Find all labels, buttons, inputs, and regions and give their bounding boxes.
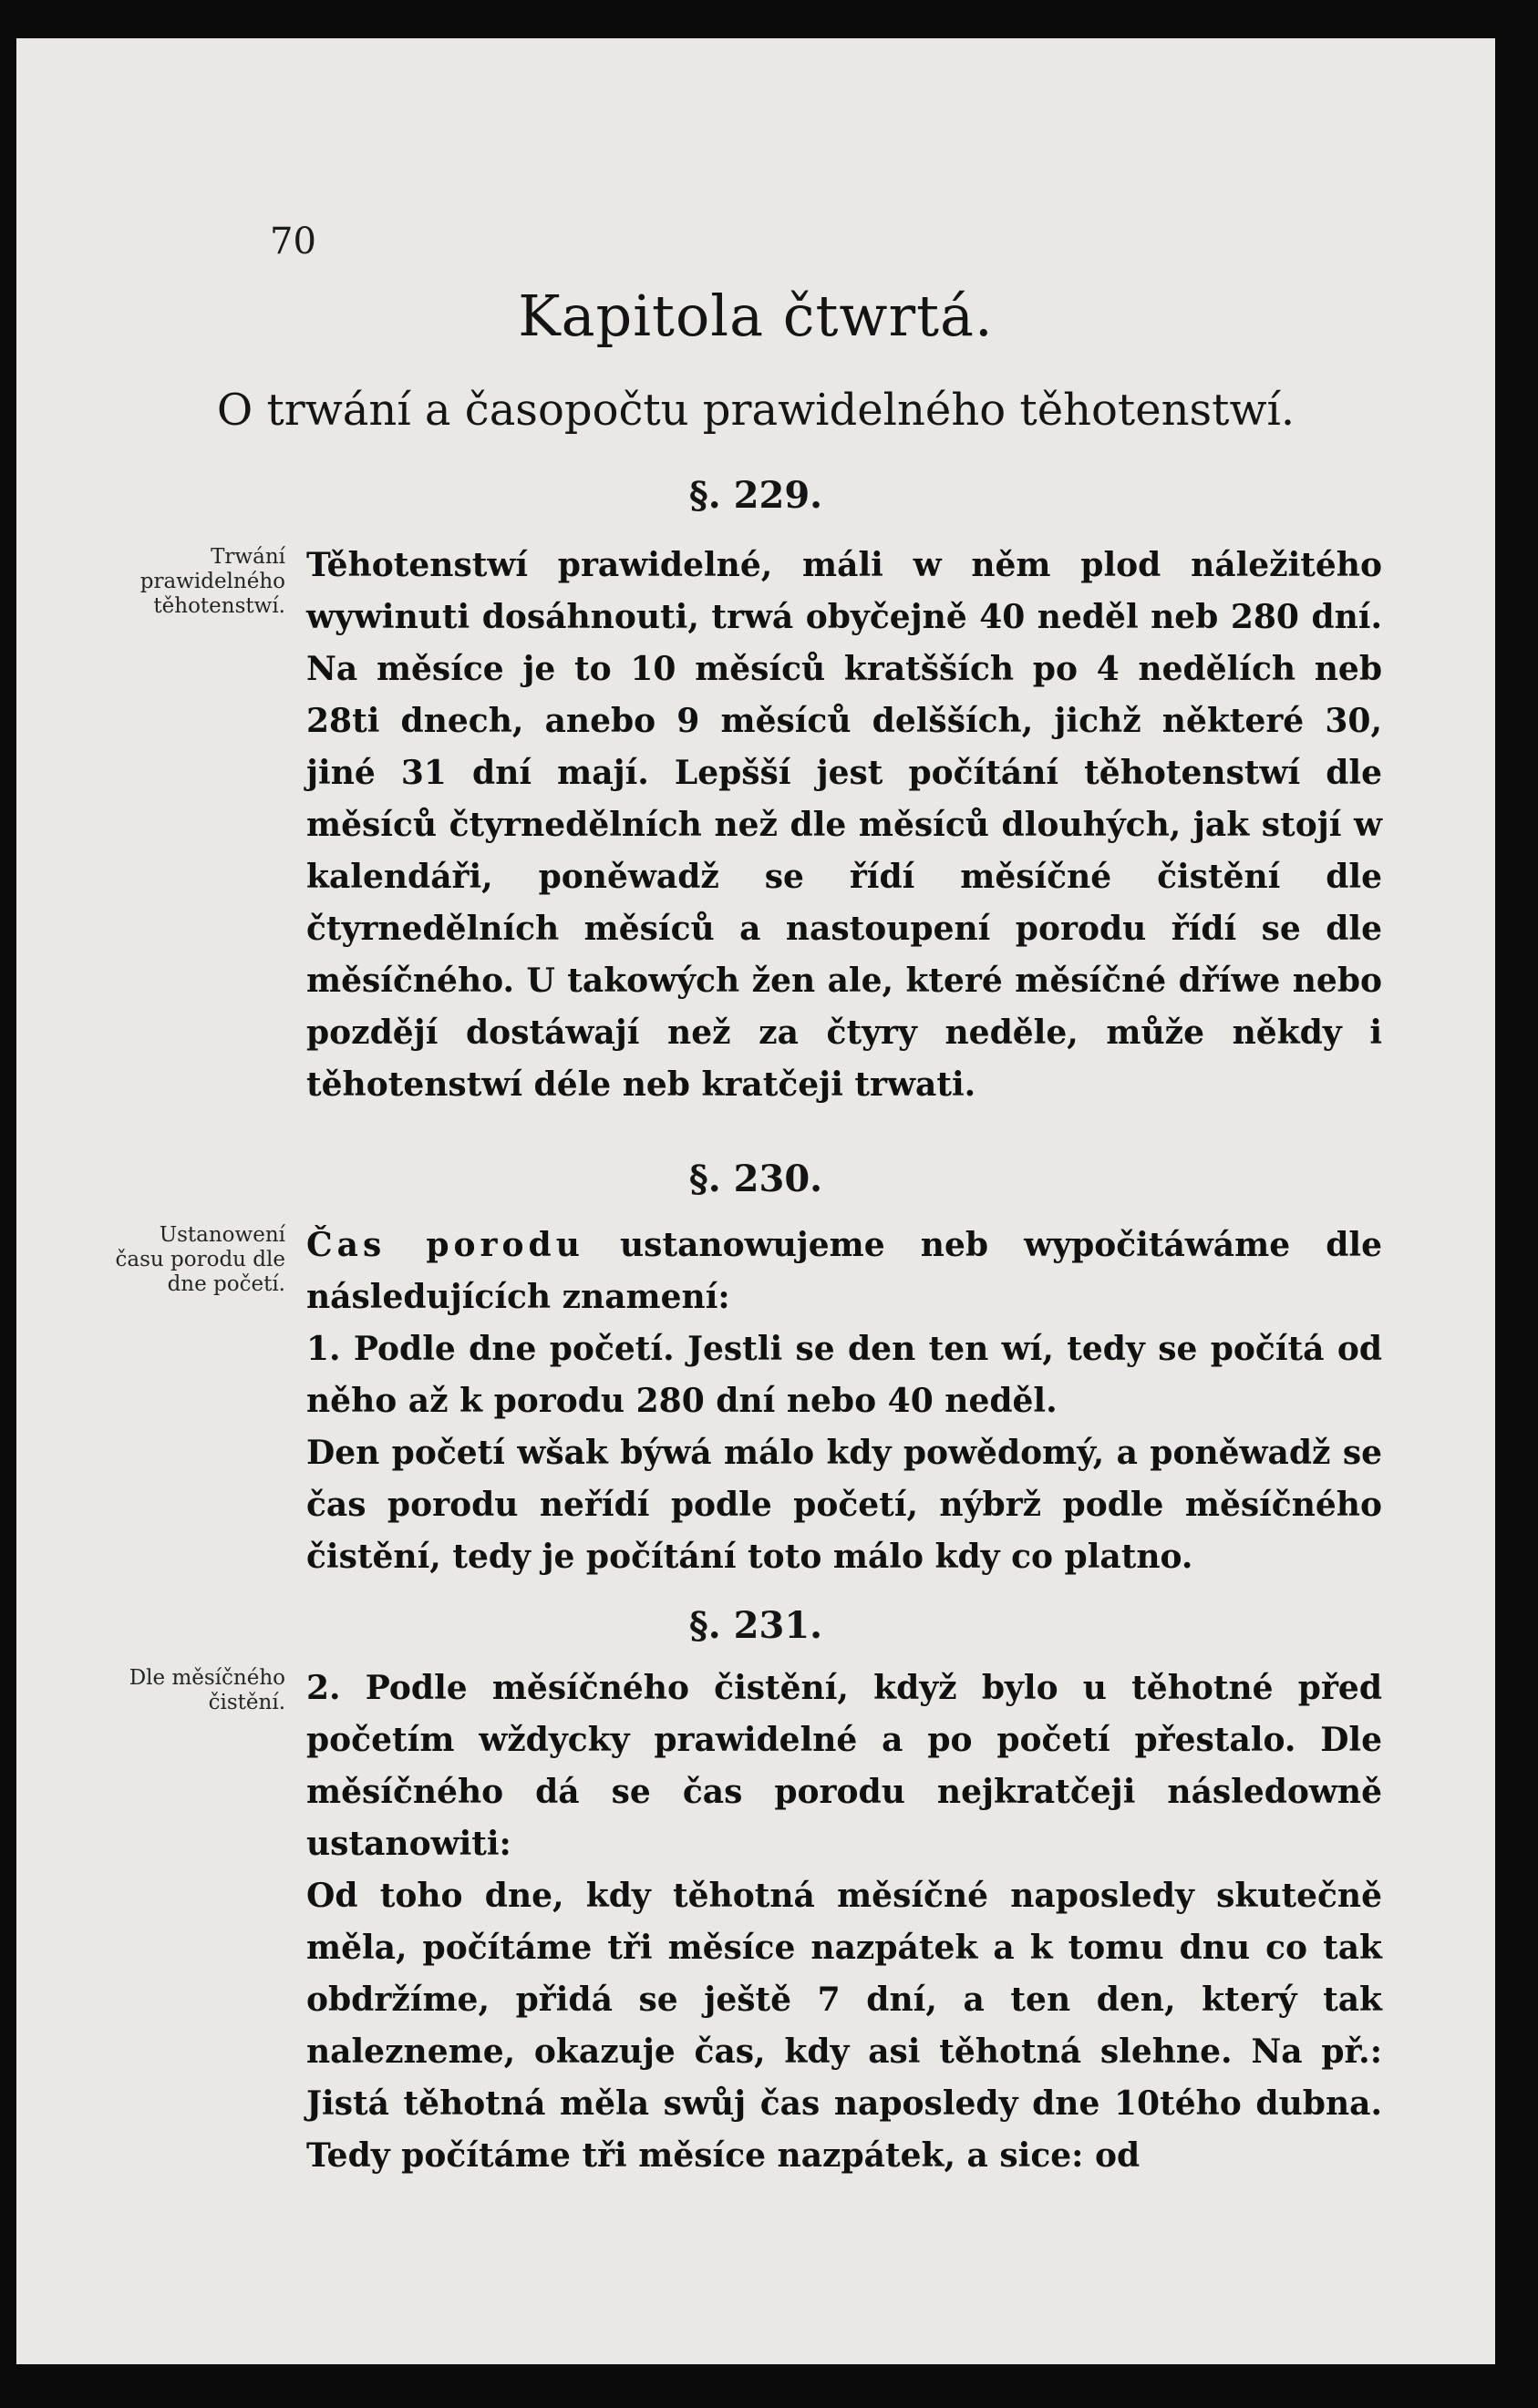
intro-text: ustanowujeme neb wypočitáwáme dle následujících znamení:: [306, 1226, 1382, 1316]
chapter-subtitle: O trwání a časopočtu prawidelného těhotenstwí.: [216, 385, 1295, 436]
margin-note-231: Dle měsíčného čistění.: [129, 1666, 285, 1714]
paragraph-231-item-2: 2. Podle měsíčného čistění, když bylo u těhotné před početím wždycky prawidelné a po početí přestalo. Dle měsíčného dá se čas porodu nejkratčeji následowně ustanowiti:: [306, 1669, 1382, 1863]
scan-edge: [1522, 0, 1538, 2408]
margin-note-230: Ustanowení času porodu dle dne početí.: [115, 1223, 285, 1296]
margin-note-229: Trwání prawidelného těhotenstwí.: [139, 545, 285, 618]
paragraph-230-intro: [306, 1219, 1382, 1323]
paragraph-230-item-1: 1. Podle dne početí. Jestli se den ten wí, tedy se počítá od něho až k porodu 280 dní nebo 40 neděl.: [306, 1330, 1382, 1420]
page-number: 70: [270, 221, 316, 262]
section-mark-230: §. 230.: [688, 1158, 823, 1200]
chapter-title: Kapitola čtwrtá.: [518, 283, 994, 349]
paragraph-229: Těhotenstwí prawidelné, máli w něm plod náležitého wywinuti dosáhnouti, trwá obyčejně 40 neděl neb 280 dní. Na měsíce je to 10 měsíců kratšších po 4 nedělích neb 28ti dnech, anebo 9 měsíců delšších, jichž některé 30, jiné 31 dní mají. Lepšší jest počítání těhotenstwí dle měsíců čtyrnedělních než dle měsíců dlouhých, jak stojí w kalendáři, poněwadž se řídí měsíčné čistění dle čtyrnedělních měsíců a nastoupení porodu řídí se dle měsíčného. U takowých žen ale, které měsíčné dříwe nebo pozdějí dostáwají než za čtyry neděle, může někdy i těhotenstwí déle neb kratčeji trwati.: [306, 546, 1382, 1104]
paragraph-230-note: Den početí wšak býwá málo kdy powědomý, a poněwadž se čas porodu neřídí podle početí, nýbrž podle měsíčného čistění, tedy je počítání toto málo kdy co platno.: [306, 1434, 1382, 1576]
paragraph-231-example: Od toho dne, kdy těhotná měsíčné naposledy skutečně měla, počítáme tři měsíce nazpátek a k tomu dnu co tak obdržíme, přidá se ještě 7 dní, a ten den, který tak nalezneme, okazuje čas, kdy asi těhotná slehne. Na př.: Jistá těhotná měla swůj čas naposledy dne 10tého dubna. Tedy počítáme tři měsíce nazpátek, a sice: od: [306, 1877, 1382, 2175]
section-mark-229: §. 229.: [688, 474, 823, 517]
book-page: [16, 38, 1495, 2364]
section-mark-231: §. 231.: [688, 1604, 823, 1647]
lead-term: Čas porodu: [306, 1226, 584, 1264]
